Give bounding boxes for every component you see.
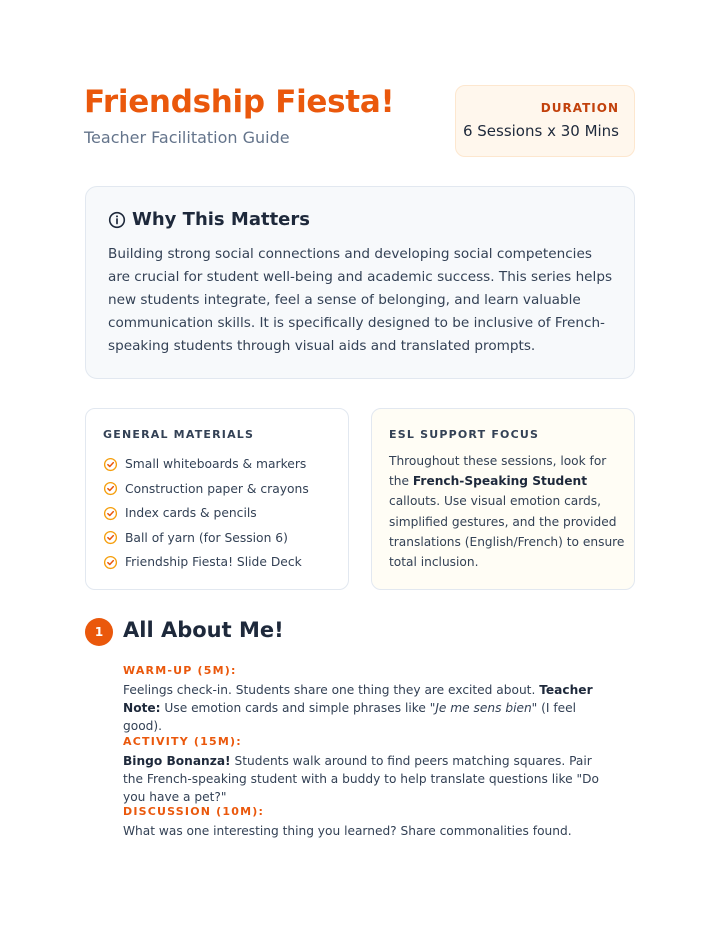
material-item-label: Index cards & pencils	[125, 506, 257, 521]
activity-name: Bingo Bonanza!	[123, 754, 231, 768]
material-item-label: Ball of yarn (for Session 6)	[125, 530, 288, 545]
general-materials-card	[85, 408, 349, 590]
check-circle-icon	[103, 506, 118, 521]
activity-text	[123, 752, 613, 806]
esl-text-post: callouts. Use visual emotion cards, simplified gestures, and the provided translations (English/French) to ensure total inclusion.	[389, 494, 625, 570]
material-item	[103, 452, 309, 477]
activity-label: ACTIVITY (15M):	[123, 735, 242, 748]
warmup-text-3: (I feel good).	[123, 701, 577, 733]
duration-label: DURATION	[540, 101, 619, 115]
esl-title: ESL SUPPORT FOCUS	[389, 428, 540, 441]
materials-list	[103, 452, 309, 575]
session-number-badge: 1	[85, 618, 113, 646]
warmup-label: WARM-UP (5M):	[123, 664, 237, 677]
material-item	[103, 477, 309, 502]
warmup-block	[123, 664, 613, 735]
check-circle-icon	[103, 457, 118, 472]
check-circle-icon	[103, 481, 118, 496]
esl-text-bold: French-Speaking Student	[412, 474, 588, 489]
esl-body	[389, 451, 625, 572]
why-body: Building strong social connections and developing social competencies are crucial for student well-being and academic success. This series helps new students integrate, feel a sense of belonging, and learn valuable communication skills. It is specifically designed to be inclusive of French-speaking students through visual aids and translated prompts.	[108, 246, 613, 354]
session-title: All About Me!	[123, 618, 284, 642]
duration-value: 6 Sessions x 30 Mins	[462, 122, 619, 140]
esl-text-pre: Throughout these sessions, look for the	[389, 454, 607, 489]
material-item	[103, 501, 309, 526]
page-subtitle: Teacher Facilitation Guide	[84, 128, 290, 147]
activity-description: Students walk around to find peers matching squares. Pair the French-speaking student with a buddy to help translate questions like "Do you have a pet?"	[123, 754, 599, 804]
material-item	[103, 526, 309, 551]
why-this-matters-card	[85, 186, 635, 379]
material-item-label: Friendship Fiesta! Slide Deck	[125, 555, 302, 570]
why-header	[108, 209, 310, 230]
material-item-label: Construction paper & crayons	[125, 481, 309, 496]
materials-title: GENERAL MATERIALS	[103, 428, 255, 441]
check-circle-icon	[103, 530, 118, 545]
activity-block	[123, 735, 613, 806]
material-item	[103, 550, 309, 575]
discussion-label: DISCUSSION (10M):	[123, 805, 265, 818]
why-title: Why This Matters	[132, 209, 310, 230]
warmup-text	[123, 681, 613, 735]
warmup-text-1: Feelings check-in. Students share one thing they are excited about.	[123, 683, 540, 697]
page-title: Friendship Fiesta!	[84, 84, 395, 120]
material-item-label: Small whiteboards & markers	[125, 457, 307, 472]
teacher-note-label: Teacher Note:	[123, 683, 593, 715]
discussion-text: What was one interesting thing you learned? Share commonalities found.	[123, 824, 572, 838]
duration-badge	[455, 85, 635, 157]
info-icon	[108, 211, 126, 229]
esl-support-card	[371, 408, 635, 590]
check-circle-icon	[103, 555, 118, 570]
warmup-french-phrase: "Je me sens bien"	[429, 701, 538, 715]
discussion-block	[123, 805, 613, 840]
warmup-text-2: Use emotion cards and simple phrases like	[160, 701, 430, 715]
